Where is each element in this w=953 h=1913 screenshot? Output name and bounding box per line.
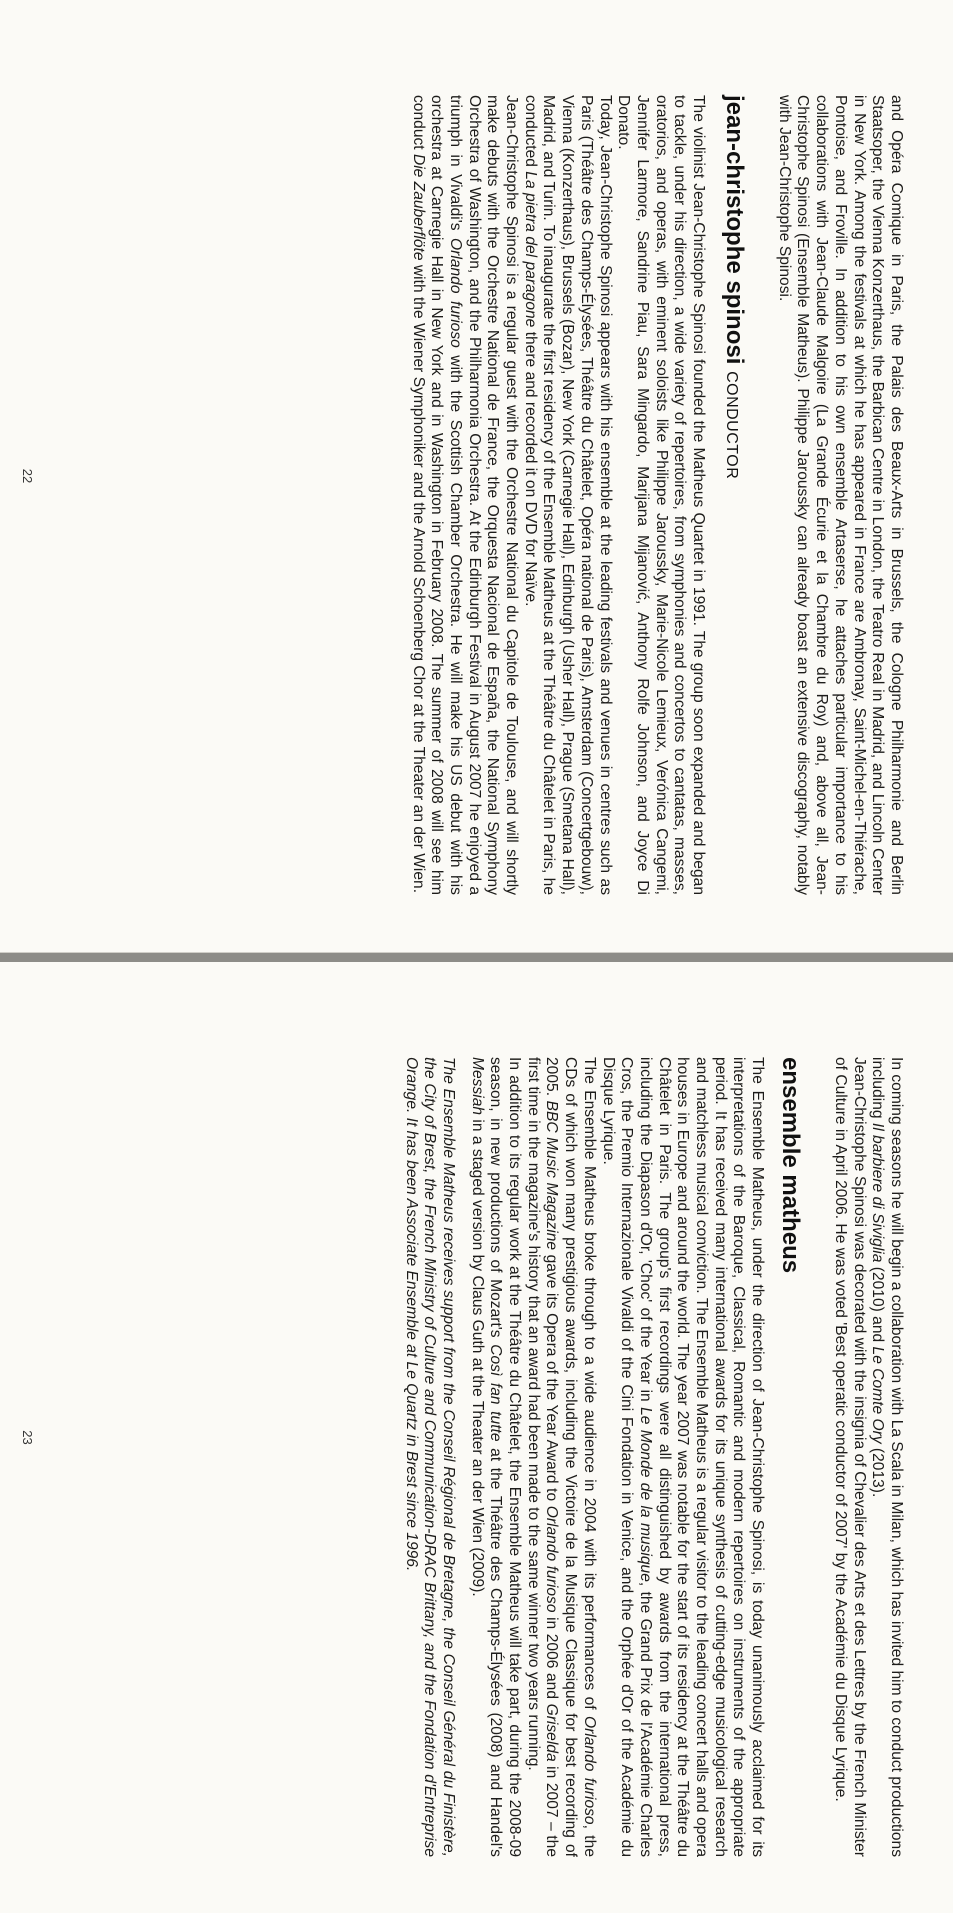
support-credit-paragraph: The Ensemble Matheus receives support from the Conseil Régional de Bretagne, the Conseil Général du Finistère, the City of Brest, the French Ministry of Culture and Communication-DRAC Brittany, and the Fondation d'Entreprise Orange. It has been Associate Ensemble at Le Quartz in Brest since 1996. [402,1057,457,1857]
heading-name: jean-christophe spinosi [721,95,749,365]
section-heading-ensemble: ensemble matheus [777,1057,805,1274]
booklet-page-22 [0,0,953,953]
text-run: (2010) and [869,1262,887,1347]
text-run: Jean-Christophe Spinosi is a regular guest with the Orchestre National du Capitole de Toulouse, and will shortly make debuts with the Orchestre National de France, the Orquesta Nacional de España, the National Symphony Orchestra of Washington, and the Philharmonia Orchestra. At the Edinburgh Festival in August 2007 he enjoyed a triumph in Vivaldi's [446,95,521,895]
italic-title: BBC Music Magazine [543,1100,561,1251]
page-22-rotated-content [0,0,953,952]
text-run: In coming seasons he will begin a collaboration with La Scala in Milan, which has invited him to conduct productions including [869,1057,905,1857]
ensemble-paragraph-3 [467,1057,523,1857]
continued-biography-paragraph: and Opéra Comique in Paris, the Palais des Beaux-Arts in Brussels, the Cologne Philharmonie and Berlin Staatsoper, the Vienna Konzerthaus, the Barbican Centre in London, the Teatro Real in Madrid, and Lincoln Center in New York. Among the festivals at which he has appeared in France are Ambronay, Saint-Michel-en-Thiérache, Pontoise, and Froville. In addition to his own ensemble Artaserse, he attaches particular importance to his collaborations with Jean-Claude Malgoire (La Grande Écurie et la Chambre du Roy) and, above all, Jean-Christophe Spinosi (Ensemble Matheus). Philippe Jaroussky can already boast an extensive discography, notably with Jean-Christophe Spinosi. [775,95,905,895]
text-run: at the Théâtre des Champs-Élysées (2008) and Handel's [487,1441,505,1857]
section-heading-spinosi [716,95,749,895]
italic-title: Le Monde de la musique [636,1407,654,1582]
italic-title: La pietra del paragone [521,171,539,328]
italic-title: Messiah [468,1057,486,1116]
italic-title: Così fan tutte [487,1344,505,1442]
text-run: , the CDs of which won many prestigious awards, including the Victoire de la Musique Classique for best recording of 2005. [543,1057,598,1857]
heading-role: CONDUCTOR [723,371,741,480]
spinosi-paragraph-1: The violinist Jean-Christophe Spinosi founded the Matheus Quartet in 1991. The group soon expanded and began to tackle, under his direction, a wide variety of repertoires, from symphonies and concertos to cantatas, masses, oratorios, and operas, with eminent soloists like Philippe Jaroussky, Marie-Nicole Lemieux, Verónica Cangemi, Jennifer Larmore, Sandrine Piau, Sara Mingardo, Marijana Mijanović, Anthony Rolfe Johnson, and Joyce Di Donato. [615,95,708,895]
text-run: in 2007 – the first time in the magazine's history that an award had been made to the same winner two years running. [524,1057,561,1857]
italic-title: Orlando furioso [446,238,464,348]
italic-title: Orlando furioso [580,1715,598,1825]
italic-title: Orlando furioso [543,1505,561,1613]
italic-title: Il barbiere di Siviglia [869,1122,887,1263]
text-run: in a staged version by Claus Guth at the Theater an der Wien (2009). [468,1115,486,1597]
text-run: Today, Jean-Christophe Spinosi appears with his ensemble at the leading festivals and venues in centres such as Paris (Théâtre des Champs-Élysées, Théâtre du Châtelet, Opéra national de Paris), Amsterdam (Concertgebouw), Vienna (Konzerthaus), Brussels (Bozar), New York (Carnegie Hall), Edinburgh (Usher Hall), Prague (Smetana Hall), Madrid, and Turin. To inaugurate the first residency of the Ensemble Matheus at the Théâtre du Châtelet in Paris, he conducted [521,95,614,895]
page-number-22: 22 [20,468,35,484]
text-run: The Ensemble Matheus broke through to a wide audience in 2004 with its performances of [580,1057,598,1716]
page-number-23: 23 [20,1430,35,1445]
italic-title: Die Zauberflöte [409,153,427,261]
text-run: there and recorded it on DVD for Naïve. [521,327,539,607]
spinosi-paragraph-2 [520,95,614,895]
text-run: , the Grand Prix de l'Académie Charles Cros, the Premio Internazionale Vivaldi of the Cini Fondation in Venice, and the Orphée d'Or of the Académie du Disque Lyrique. [599,1057,654,1858]
text-run: with the Scottish Chamber Orchestra. He will make his US debut with his orchestra at Carnegie Hall in New York and in Washington in February 2008. The summer of 2008 will see him conduct [409,95,464,895]
text-run: in 2006 and [543,1612,561,1704]
text-run: gave its Opera of the Year Award to [543,1250,561,1506]
ensemble-paragraph-2 [523,1057,598,1857]
page-23-rotated-content [0,962,953,1913]
text-run: (2013). [869,1443,887,1498]
text-run: with the Wiener Symphoniker and the Arnold Schoenberg Chor at the Theater an der Wien. [409,260,427,894]
ensemble-paragraph-1 [598,1057,766,1857]
italic-title: Griselda [543,1703,561,1762]
spinosi-paragraph-3 [408,95,520,895]
page-23-text-column [401,1057,905,1857]
booklet-page-23 [0,962,953,1913]
text-run: In addition to its regular work at the Théâtre du Châtelet, the Ensemble Matheus will take part, during the 2008-09 season, in new productions of Mozart's [487,1057,524,1857]
spinosi-paragraph-4 [868,1057,905,1857]
text-run: The Ensemble Matheus, under the direction of Jean-Christophe Spinosi, is today unanimously acclaimed for its interpretations of the Baroque, Classical, Romantic and modern repertoires on instruments of the appropriate period. It has received many international awards for its unique synthesis of cutting-edge musicological research and matchless musical conviction. The Ensemble Matheus is a regular visitor to the leading concert halls and opera houses in Europe and around the world. The year 2007 was notable for the start of its residency at the Théâtre du Châtelet in Paris. The group's first recordings were all distinguished by awards from the international press, including the Diapason d'Or, 'Choc' of the Year in [636,1057,767,1857]
page-22-text-column [408,95,905,895]
italic-title: Le Comte Ory [869,1346,887,1444]
spinosi-paragraph-5: Jean-Christophe Spinosi was decorated with the insignia of Chevalier des Arts et des Lettres by the French Minister of Culture in April 2006. He was voted 'Best operatic conductor of 2007' by the Académie du Disque Lyrique. [831,1057,868,1857]
